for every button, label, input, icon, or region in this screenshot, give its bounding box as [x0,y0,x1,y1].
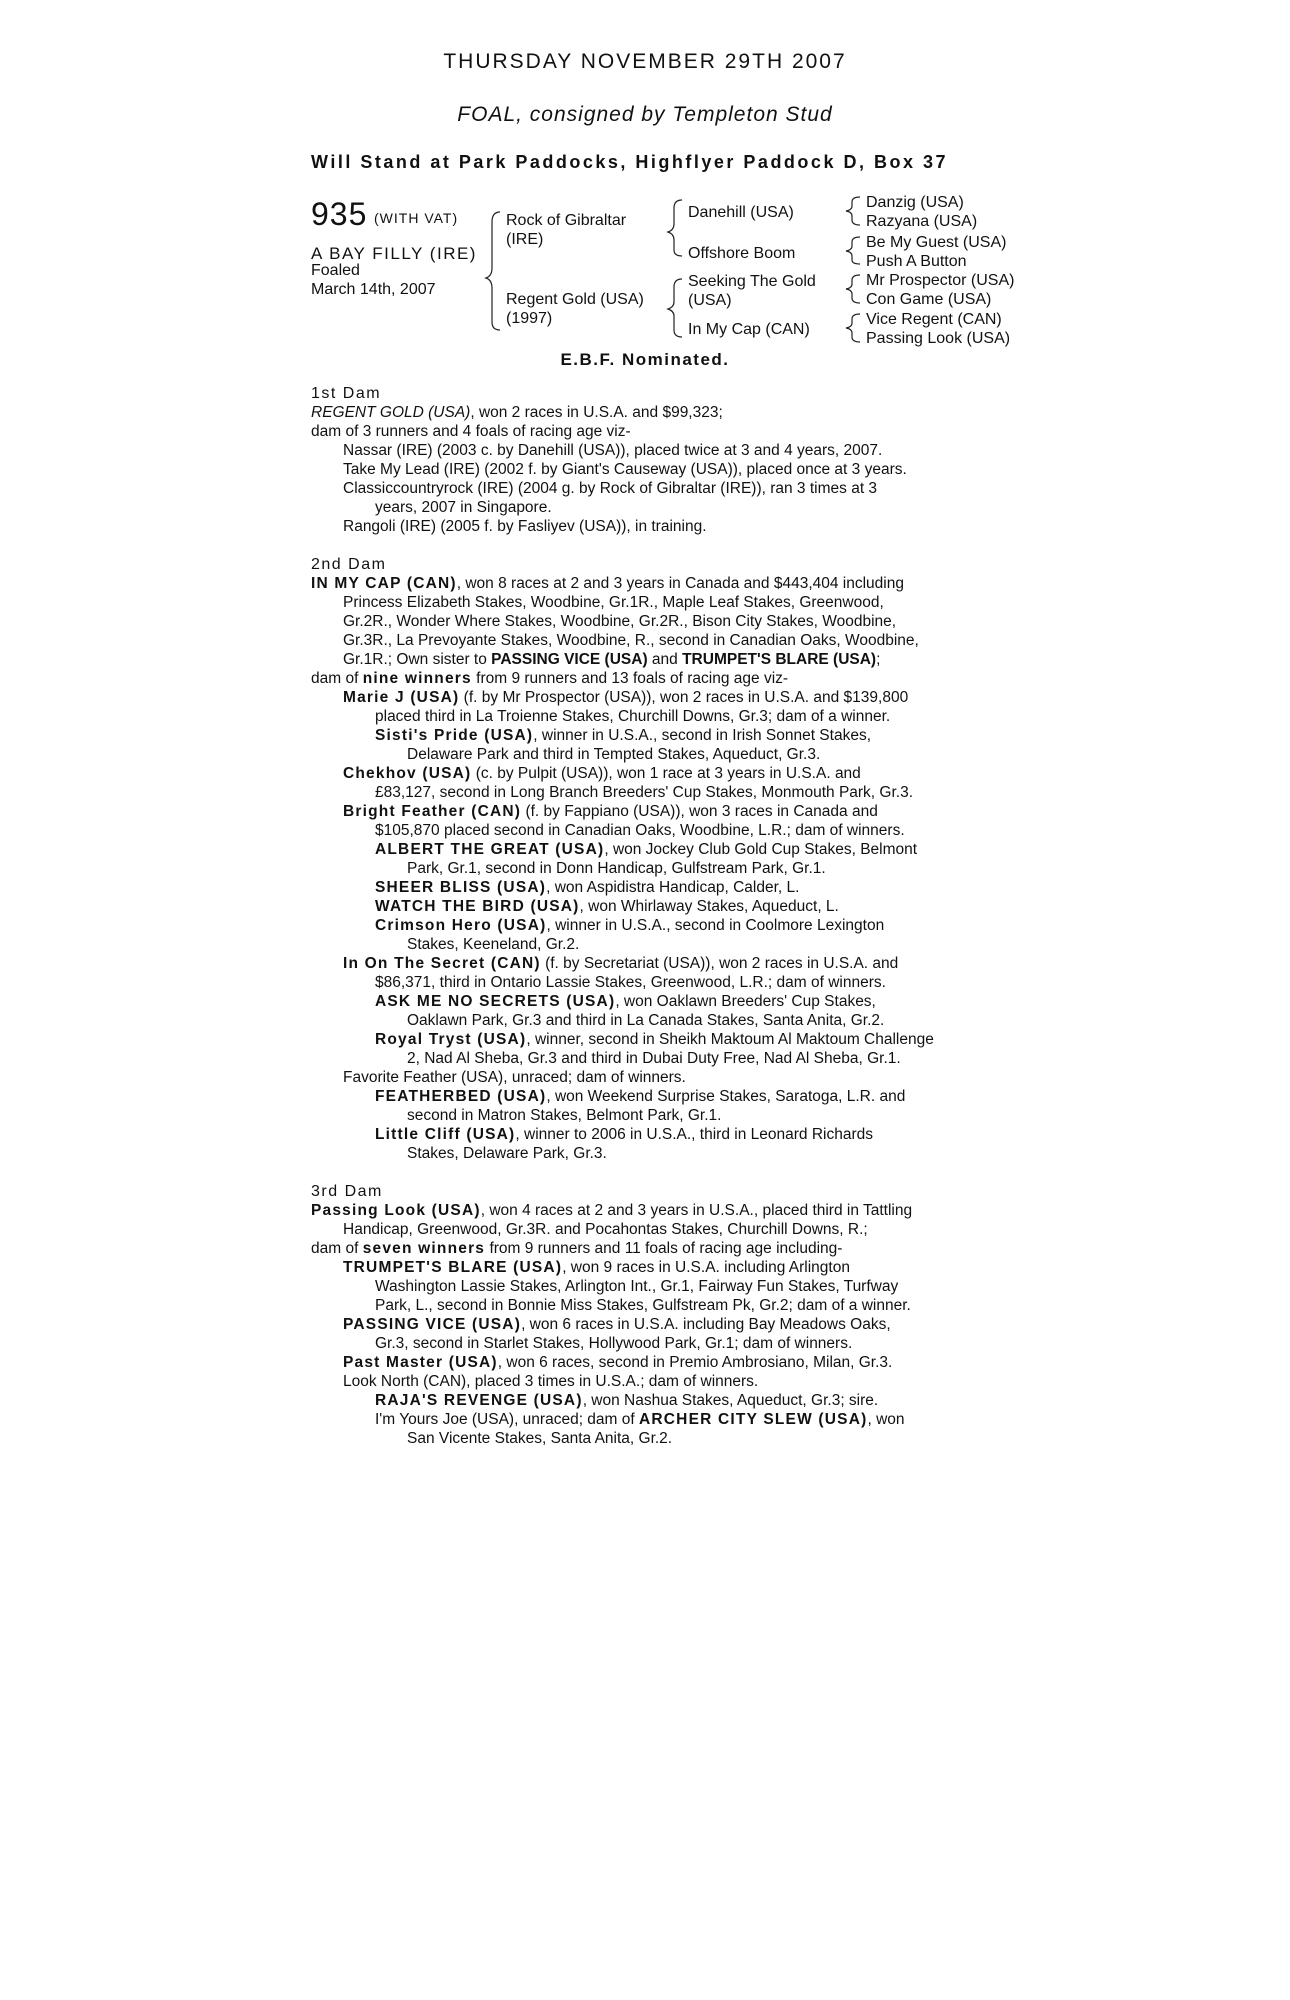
second-dam-line: Sisti's Pride (USA), winner in U.S.A., second in Irish Sonnet Stakes, [375,727,872,744]
second-dam-line: Marie J (USA) (f. by Mr Prospector (USA)), won 2 races in U.S.A. and $139,800 [343,689,909,706]
sale-date: THURSDAY NOVEMBER 29TH 2007 [443,50,847,73]
second-dam-line: 2, Nad Al Sheba, Gr.3 and third in Dubai Duty Free, Nad Al Sheba, Gr.1. [407,1050,901,1067]
second-dam-line: dam of nine winners from 9 runners and 13 foals of racing age viz- [311,670,789,687]
ggs-4: Push A Button [866,253,967,270]
second-dam-line: £83,127, second in Long Branch Breeders' Cup Stakes, Monmouth Park, Gr.3. [375,784,914,801]
ebf-nominated: E.B.F. Nominated. [560,350,730,369]
sire-name: Rock of Gibraltar (IRE) [506,212,627,248]
second-dam-line: Oaklawn Park, Gr.3 and third in La Canada Stakes, Santa Anita, Gr.2. [407,1012,885,1029]
second-dam-line: Park, Gr.1, second in Donn Handicap, Gulfstream Park, Gr.1. [407,860,826,877]
first-dam-line: Rangoli (IRE) (2005 f. by Fasliyev (USA)), in training. [343,518,707,535]
ggs-3: Be My Guest (USA) [866,234,1007,251]
third-dam-line: Handicap, Greenwood, Gr.3R. and Pocahontas Stakes, Churchill Downs, R.; [343,1221,868,1238]
second-dam-line: ALBERT THE GREAT (USA), won Jockey Club Gold Cup Stakes, Belmont [375,841,918,858]
dam-pages [311,384,991,1448]
second-dam-line: Stakes, Keeneland, Gr.2. [407,936,580,953]
second-dam-line: Stakes, Delaware Park, Gr.3. [407,1145,607,1162]
first-dam-heading: 1st Dam [311,385,382,402]
stand-location: Will Stand at Park Paddocks, Highflyer Paddock D, Box 37 [311,152,948,172]
third-dam-line: Passing Look (USA), won 4 races at 2 and 3 years in U.S.A., placed third in Tattling [311,1202,913,1219]
lot-name: A BAY FILLY (IRE) [311,244,477,263]
consignment-line: FOAL, consigned by Templeton Stud [457,103,833,126]
third-dam-line: Gr.3, second in Starlet Stakes, Hollywood Park, Gr.1; dam of winners. [375,1335,853,1352]
grandsire-1: Danehill (USA) [688,204,794,221]
vat-note: (WITH VAT) [374,210,459,226]
first-dam-line: years, 2007 in Singapore. [375,499,552,516]
second-dam-line: IN MY CAP (CAN), won 8 races at 2 and 3 years in Canada and $443,404 including [311,575,904,592]
third-dam-line: I'm Yours Joe (USA), unraced; dam of ARCHER CITY SLEW (USA), won [375,1411,905,1428]
second-dam-line: ASK ME NO SECRETS (USA), won Oaklawn Breeders' Cup Stakes, [375,993,876,1010]
second-dam-line: Crimson Hero (USA), winner in U.S.A., second in Coolmore Lexington [375,917,885,934]
ggs-8: Passing Look (USA) [866,330,1011,347]
third-dam-heading: 3rd Dam [311,1183,383,1200]
third-dam-line: San Vicente Stakes, Santa Anita, Gr.2. [407,1430,673,1447]
ggs-7: Vice Regent (CAN) [866,311,1002,328]
first-dam-line: REGENT GOLD (USA), won 2 races in U.S.A. and $99,323; [311,404,723,421]
pedigree-brackets [0,0,1290,360]
second-dam-line: Royal Tryst (USA), winner, second in Sheikh Maktoum Al Maktoum Challenge [375,1031,934,1048]
second-dam-line: SHEER BLISS (USA), won Aspidistra Handicap, Calder, L. [375,879,800,896]
third-dam-line: Washington Lassie Stakes, Arlington Int., Gr.1, Fairway Fun Stakes, Turfway [375,1278,899,1295]
ggs-1: Danzig (USA) [866,194,964,211]
lot-number: 935 [311,196,368,232]
second-dam-line: $105,870 placed second in Canadian Oaks, Woodbine, L.R.; dam of winners. [375,822,905,839]
second-dam-line: Gr.1R.; Own sister to PASSING VICE (USA) and TRUMPET'S BLARE (USA); [343,651,881,668]
first-dam-line: dam of 3 runners and 4 foals of racing age viz- [311,423,631,440]
second-dam-line: FEATHERBED (USA), won Weekend Surprise Stakes, Saratoga, L.R. and [375,1088,906,1105]
second-dam-line: Bright Feather (CAN) (f. by Fappiano (USA)), won 3 races in Canada and [343,803,878,820]
grandsire-2: Seeking The Gold (USA) [688,273,816,309]
second-dam-line: Gr.2R., Wonder Where Stakes, Woodbine, Gr.2R., Bison City Stakes, Woodbine, [343,613,897,630]
third-dam-line: TRUMPET'S BLARE (USA), won 9 races in U.S.A. including Arlington [343,1259,850,1276]
second-dam-heading: 2nd Dam [311,556,387,573]
third-dam-line: RAJA'S REVENGE (USA), won Nashua Stakes, Aqueduct, Gr.3; sire. [375,1392,879,1409]
ggs-6: Con Game (USA) [866,291,992,308]
third-dam-line: Past Master (USA), won 6 races, second in Premio Ambrosiano, Milan, Gr.3. [343,1354,893,1371]
granddam-1: Offshore Boom [688,245,796,262]
second-dam-line: WATCH THE BIRD (USA), won Whirlaway Stakes, Aqueduct, L. [375,898,839,915]
ggs-2: Razyana (USA) [866,213,978,230]
first-dam-line: Classiccountryrock (IRE) (2004 g. by Rock of Gibraltar (IRE)), ran 3 times at 3 [343,480,878,497]
third-dam-line: PASSING VICE (USA), won 6 races in U.S.A. including Bay Meadows Oaks, [343,1316,891,1333]
third-dam-line: dam of seven winners from 9 runners and 11 foals of racing age including- [311,1240,843,1257]
second-dam-line: Delaware Park and third in Tempted Stakes, Aqueduct, Gr.3. [407,746,821,763]
second-dam-line: $86,371, third in Ontario Lassie Stakes, Greenwood, L.R.; dam of winners. [375,974,886,991]
second-dam-line: Favorite Feather (USA), unraced; dam of winners. [343,1069,686,1086]
second-dam-line: In On The Secret (CAN) (f. by Secretariat (USA)), won 2 races in U.S.A. and [343,955,899,972]
third-dam-line: Look North (CAN), placed 3 times in U.S.A.; dam of winners. [343,1373,759,1390]
third-dam-line: Park, L., second in Bonnie Miss Stakes, Gulfstream Pk, Gr.2; dam of a winner. [375,1297,911,1314]
foaled-date: March 14th, 2007 [311,281,436,298]
second-dam-line: Little Cliff (USA), winner to 2006 in U.S.A., third in Leonard Richards [375,1126,873,1143]
second-dam-line: placed third in La Troienne Stakes, Churchill Downs, Gr.3; dam of a winner. [375,708,891,725]
second-dam-line: Gr.3R., La Prevoyante Stakes, Woodbine, R., second in Canadian Oaks, Woodbine, [343,632,919,649]
first-dam-line: Take My Lead (IRE) (2002 f. by Giant's Causeway (USA)), placed once at 3 years. [343,461,907,478]
ggs-5: Mr Prospector (USA) [866,272,1015,289]
second-dam-line: Chekhov (USA) (c. by Pulpit (USA)), won 1 race at 3 years in U.S.A. and [343,765,861,782]
foaled-label: Foaled [311,262,360,279]
second-dam-line: second in Matron Stakes, Belmont Park, Gr.1. [407,1107,722,1124]
second-dam-line: Princess Elizabeth Stakes, Woodbine, Gr.1R., Maple Leaf Stakes, Greenwood, [343,594,884,611]
granddam-2: In My Cap (CAN) [688,321,810,338]
dam-name: Regent Gold (USA) (1997) [506,291,644,327]
first-dam-line: Nassar (IRE) (2003 c. by Danehill (USA)), placed twice at 3 and 4 years, 2007. [343,442,883,459]
